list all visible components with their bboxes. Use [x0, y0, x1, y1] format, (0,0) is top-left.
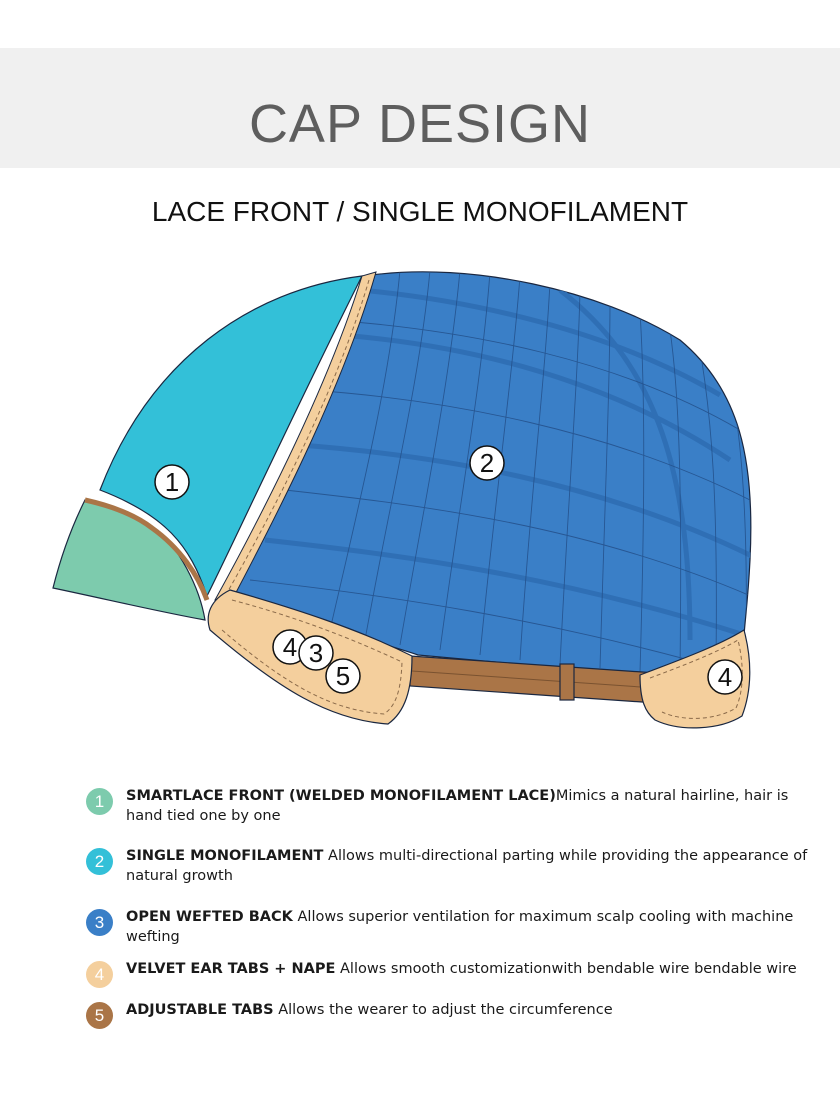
svg-text:3: 3 — [308, 638, 324, 668]
legend-title-3: OPEN WEFTED BACK — [126, 909, 293, 925]
svg-text:4: 4 — [282, 632, 298, 662]
legend-item-velvet-ear-tabs — [86, 959, 816, 988]
legend-text-4 — [126, 959, 816, 979]
legend-desc-2: Allows multi-directional parting while providing the appearance of natural growth — [126, 848, 808, 884]
legend-desc-1: Mimics a natural hairline, hair is hand tied one by one — [126, 788, 789, 824]
legend-item-smartlace-front — [86, 786, 816, 826]
legend-desc-4: Allows smooth customizationwith bendable wire bendable wire — [335, 961, 797, 977]
marker-1 — [155, 465, 189, 499]
legend-text-1 — [126, 786, 816, 826]
legend-text-3 — [126, 907, 816, 947]
legend-title-1: SMARTLACE FRONT (WELDED MONOFILAMENT LACE) — [126, 788, 556, 804]
marker-3 — [299, 636, 333, 670]
svg-text:2: 2 — [479, 448, 495, 478]
strap-buckle — [560, 664, 574, 700]
legend-title-5: ADJUSTABLE TABS — [126, 1002, 274, 1018]
legend-dot-1: 1 — [86, 788, 113, 815]
svg-text:4: 4 — [717, 662, 733, 692]
marker-5 — [326, 659, 360, 693]
legend-item-open-wefted-back — [86, 907, 816, 947]
legend-item-adjustable-tabs — [86, 1000, 816, 1029]
svg-text:1: 1 — [164, 467, 180, 497]
legend-title-2: SINGLE MONOFILAMENT — [126, 848, 324, 864]
cap-diagram — [0, 260, 840, 750]
svg-text:5: 5 — [335, 661, 351, 691]
legend-text-2 — [126, 846, 816, 886]
legend-dot-3: 3 — [86, 909, 113, 936]
legend-text-5 — [126, 1000, 816, 1020]
page-subtitle: LACE FRONT / SINGLE MONOFILAMENT — [151, 196, 689, 227]
legend-desc-5: Allows the wearer to adjust the circumference — [273, 1002, 613, 1018]
legend-item-single-monofilament — [86, 846, 816, 886]
marker-4-back — [708, 660, 742, 694]
legend-dot-2: 2 — [86, 848, 113, 875]
legend-title-4: VELVET EAR TABS + NAPE — [126, 961, 336, 977]
legend-dot-4: 4 — [86, 961, 113, 988]
marker-2 — [470, 446, 504, 480]
page-title: CAP DESIGN — [248, 94, 592, 154]
legend-dot-5: 5 — [86, 1002, 113, 1029]
legend-desc-3: Allows superior ventilation for maximum scalp cooling with machine wefting — [126, 909, 794, 945]
